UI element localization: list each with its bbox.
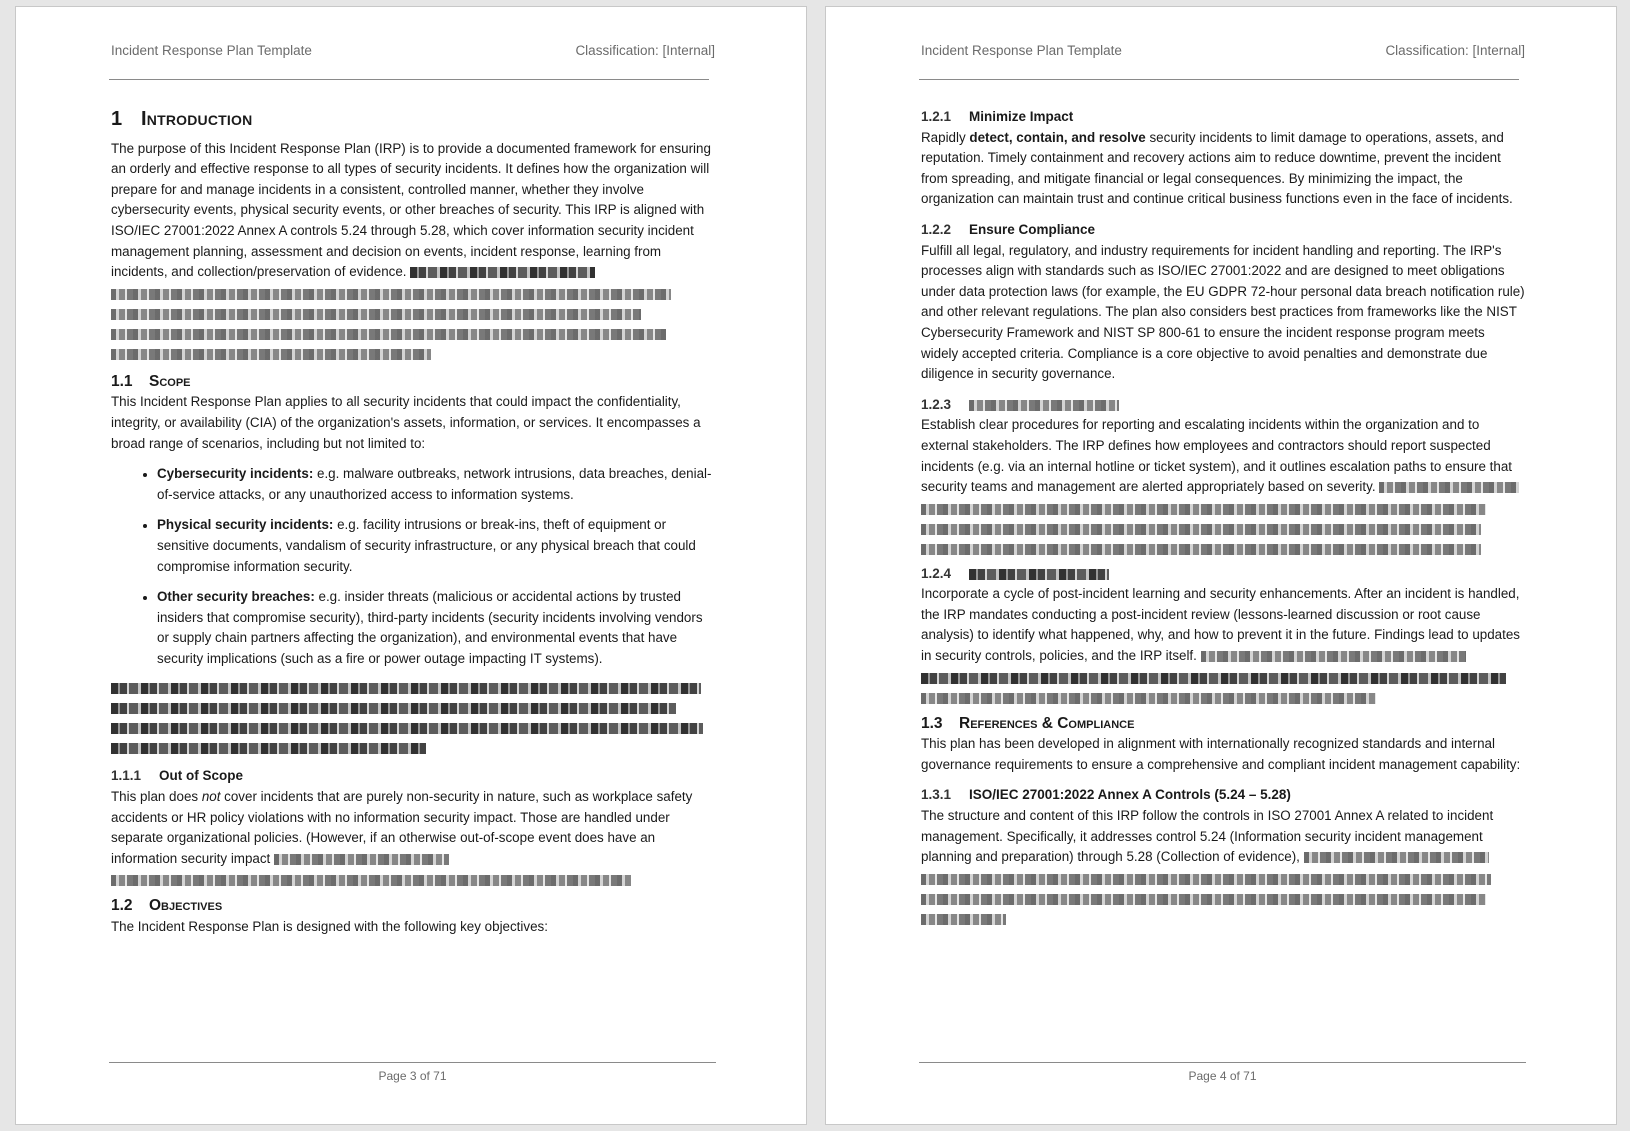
- page-number: Page 4 of 71: [1188, 1069, 1257, 1083]
- header-classification: Classification: [Internal]: [1385, 43, 1525, 58]
- heading-redacted-1-2-4: 1.2.4: [921, 564, 1525, 585]
- heading-redacted-1-2-3: 1.2.3: [921, 395, 1525, 416]
- heading-introduction: 1 Introduction: [111, 108, 253, 130]
- minimize-impact-paragraph: Rapidly detect, contain, and resolve security incidents to limit damage to operations, assets, and reputation. Timely containment and recovery actions aim to reduce downtime, prevent the incident from spreading, and mitigate financial or legal consequences. By minimizing the impact, the organization can maintain trust and continue critical business functions even in the face of incidents.: [921, 129, 1513, 207]
- scope-paragraph: This Incident Response Plan applies to all security incidents that could impact the confidentiality, integrity, or availability (CIA) of the organization's assets, information, or services. It encompasses a broad range of scenarios, including but not limited to:: [111, 394, 701, 451]
- page-number: Page 3 of 71: [378, 1069, 447, 1083]
- list-item: • Other security breaches: e.g. insider threats (malicious or accidental actions by trusted insiders that compromise security), third-party incidents (security incidents involving vendors or supply chain partners affecting the organization), and environmental events that have security implications (such as a fire or power outage impacting IT systems).: [157, 587, 715, 669]
- header-divider: [109, 79, 709, 80]
- scope-bullet-list: [111, 464, 715, 669]
- header-divider: [919, 79, 1519, 80]
- redacted-text: [969, 400, 1119, 411]
- footer-divider: [919, 1062, 1526, 1063]
- redacted-text: [1379, 482, 1519, 493]
- heading-references-compliance: 1.3 References & Compliance: [921, 714, 1135, 732]
- document-page-4: [825, 6, 1617, 1125]
- redacted-block: [111, 875, 715, 886]
- redacted-text: [274, 854, 449, 865]
- heading-ensure-compliance: 1.2.2 Ensure Compliance: [921, 221, 1096, 237]
- references-paragraph: This plan has been developed in alignment with internationally recognized standards and internal governance requirements to ensure a comprehensive and compliant incident management capability:: [921, 736, 1521, 772]
- section-1-2-3-paragraph: Establish clear procedures for reporting and escalating incidents within the organization and to external stakeholders. The IRP defines how employees and contractors should report suspected incidents (e.g. via an internal hotline or ticket system), and it outlines escalation paths to ensure that security teams and management are alerted appropriately based on severity.: [921, 415, 1525, 497]
- header-doc-title: Incident Response Plan Template: [921, 43, 1122, 58]
- objectives-paragraph: The Incident Response Plan is designed with the following key objectives:: [111, 919, 548, 935]
- redacted-text: [969, 569, 1109, 580]
- header-doc-title: Incident Response Plan Template: [111, 43, 312, 58]
- redacted-text: [1201, 651, 1466, 662]
- document-page-3: [15, 6, 807, 1125]
- page-4-body: [921, 107, 1525, 934]
- footer-divider: [109, 1062, 716, 1063]
- ensure-compliance-paragraph: Fulfill all legal, regulatory, and industry requirements for incident handling and reporting. The IRP's processes align with standards such as ISO/IEC 27001:2022 and are designed to meet obligations under data protection laws (for example, the EU GDPR 72-hour personal data breach notification rule) and other relevant regulations. The plan also considers best practices from frameworks like the NIST Cybersecurity Framework and NIST SP 800-61 to ensure the incident response program meets widely accepted criteria. Compliance is a core objective to avoid penalties and demonstrate due diligence in security governance.: [921, 242, 1525, 382]
- heading-out-of-scope: 1.1.1 Out of Scope: [111, 768, 243, 784]
- page-header: [111, 43, 715, 58]
- redacted-block: [921, 504, 1525, 555]
- redacted-block: [921, 874, 1525, 925]
- heading-minimize-impact: 1.2.1 Minimize Impact: [921, 109, 1074, 124]
- heading-objectives: 1.2 Objectives: [111, 897, 223, 915]
- out-of-scope-paragraph: This plan does not cover incidents that are purely non-security in nature, such as workplace safety accidents or HR policy violations with no information security impact. Those are handled under separate organizational policies. (However, if an otherwise out-of-scope event does have an information security impact: [111, 789, 693, 866]
- redacted-text: [1304, 852, 1489, 863]
- redacted-block: [921, 673, 1525, 704]
- page-header: [921, 43, 1525, 58]
- redacted-block: [111, 289, 715, 360]
- list-item: • Physical security incidents: e.g. facility intrusions or break-ins, theft of equipment or sensitive documents, vandalism of security infrastructure, or any physical breach that could compromise information security.: [157, 515, 715, 577]
- heading-iso-annex-a: 1.3.1 ISO/IEC 27001:2022 Annex A Controls (5.24 – 5.28): [921, 787, 1291, 803]
- section-1-2-4-paragraph: Incorporate a cycle of post-incident learning and security enhancements. After an incident is handled, the IRP mandates conducting a post-incident review (lessons-learned discussion or root cause analysis) to identify what happened, why, and how to prevent it in the future. Findings lead to updates in security controls, policies, and the IRP itself.: [921, 586, 1520, 664]
- redacted-block: [111, 683, 715, 754]
- header-classification: Classification: [Internal]: [575, 43, 715, 58]
- page-3-body: [111, 109, 715, 938]
- iso-annex-a-paragraph: The structure and content of this IRP follow the controls in ISO 27001 Annex A related to incident management. Specifically, it addresses control 5.24 (Information security incident management planning and preparation) through 5.28 (Collection of evidence),: [921, 808, 1494, 865]
- redacted-text: [410, 267, 595, 278]
- list-item: • Cybersecurity incidents: e.g. malware outbreaks, network intrusions, data breaches, denial-of-service attacks, or any unauthorized access to information systems.: [157, 464, 715, 505]
- heading-scope: 1.1 Scope: [111, 372, 191, 390]
- intro-paragraph: The purpose of this Incident Response Plan (IRP) is to provide a documented framework for ensuring an orderly and effective response to all types of security incidents. It defines how the organization will prepare for and manage incidents in a consistent, controlled manner, whether they involve cybersecurity events, physical security events, or other breaches of security. This IRP is aligned with ISO/IEC 27001:2022 Annex A controls 5.24 through 5.28, which cover information security incident management planning, assessment and decision on events, incident response, learning from incidents, and collection/preservation of evidence.: [111, 140, 711, 280]
